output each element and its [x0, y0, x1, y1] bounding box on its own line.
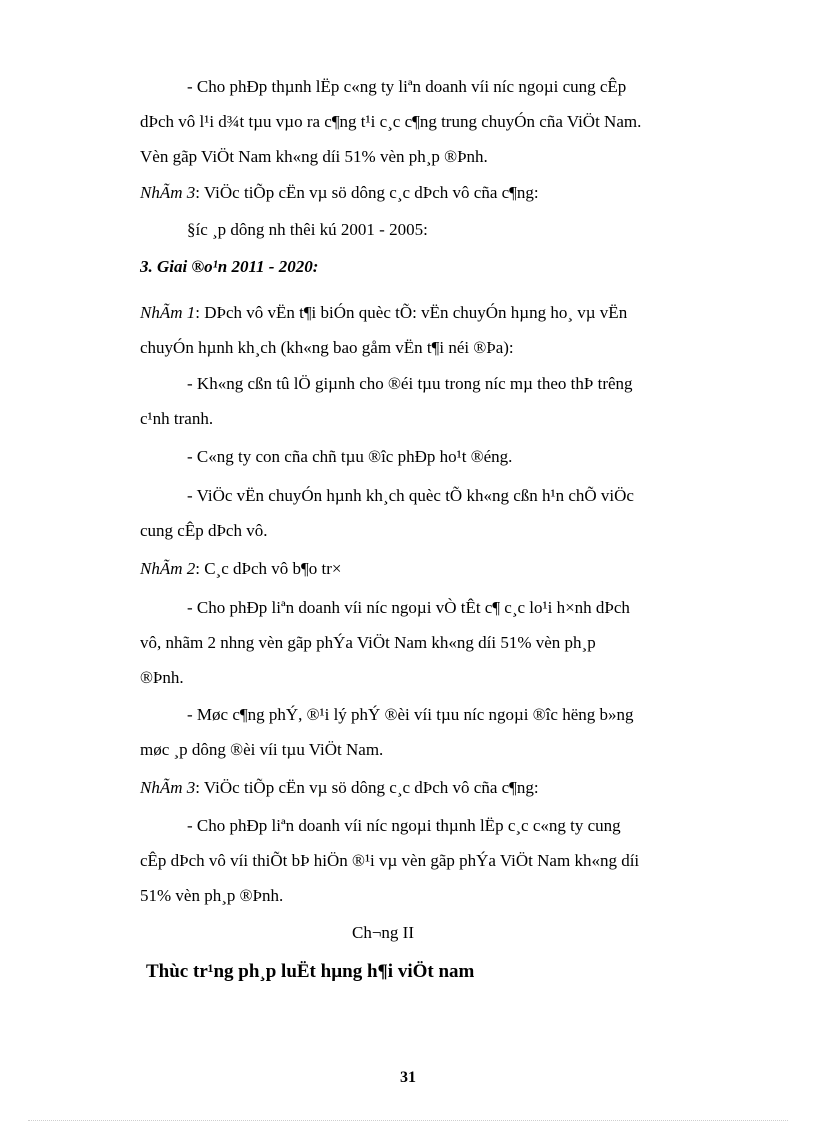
text-line: - ViÖc vËn chuyÓn hµnh kh¸ch quèc tÕ kh«ng cßn h¹n chÕ viÖc: [187, 486, 634, 505]
text-line: - C«ng ty con cña chñ tµu ®îc phÐp ho¹t ®éng.: [187, 447, 513, 466]
text-line: [140, 182, 539, 204]
text-line: - Cho phÐp liªn doanh víi níc ngoµi vÒ tÊt c¶ c¸c lo¹i h×nh dÞch: [187, 598, 630, 617]
group-label: NhÃm 1: [140, 303, 196, 322]
text-line: cung cÊp dÞch vô.: [140, 521, 268, 540]
group-text: : ViÖc tiÕp cËn vµ sö dông c¸c dÞch vô cña c¶ng:: [195, 778, 539, 797]
text-line: - Kh«ng cßn tû lÖ giµnh cho ®éi tµu trong níc mµ theo thÞ trêng: [187, 374, 633, 393]
text-line: - Møc c¶ng phÝ, ®¹i lý phÝ ®èi víi tµu níc ngoµi ®îc hëng b»ng: [187, 705, 634, 724]
text-line: - Cho phÐp thµnh lËp c«ng ty liªn doanh víi níc ngoµi cung cÊp: [187, 77, 627, 96]
chapter-label: Ch¬ng II: [352, 923, 414, 942]
text-line: [140, 302, 627, 324]
page-number: 31: [400, 1069, 416, 1086]
text-line: - Cho phÐp liªn doanh víi níc ngoµi thµnh lËp c¸c c«ng ty cung: [187, 816, 621, 835]
text-line: c¹nh tranh.: [140, 409, 214, 428]
text-line: dÞch vô l¹i d¾t tµu vµo ra c¶ng t¹i c¸c c¶ng trung chuyÓn cña ViÖt Nam.: [140, 112, 642, 131]
group-label: NhÃm 3: [140, 183, 196, 202]
text-line: [140, 558, 341, 580]
group-text: : DÞch vô vËn t¶i biÓn quèc tÕ: vËn chuyÓn hµng ho¸ vµ vËn: [195, 303, 628, 322]
text-line: [140, 777, 539, 799]
group-text: : ViÖc tiÕp cËn vµ sö dông c¸c dÞch vô cña c¶ng:: [195, 183, 539, 202]
group-label: NhÃm 3: [140, 778, 196, 797]
text-line: Vèn gãp ViÖt Nam kh«ng díi 51% vèn ph¸p ®Þnh.: [140, 147, 488, 166]
text-line: møc ¸p dông ®èi víi tµu ViÖt Nam.: [140, 740, 384, 759]
text-line: chuyÓn hµnh kh¸ch (kh«ng bao gåm vËn t¶i néi ®Þa):: [140, 338, 514, 357]
group-label: NhÃm 2: [140, 559, 196, 578]
text-line: 51% vèn ph¸p ®Þnh.: [140, 886, 284, 905]
chapter-title: Thùc tr¹ng ph¸p luËt hµng h¶i viÖt nam: [146, 961, 475, 982]
footer-divider: [28, 1120, 788, 1121]
text-line: §íc ¸p dông nh thêi kú 2001 - 2005:: [187, 220, 428, 239]
group-text: : C¸c dÞch vô b¶o tr×: [195, 559, 342, 578]
text-line: ®Þnh.: [140, 668, 184, 687]
text-line: cÊp dÞch vô víi thiÕt bÞ hiÖn ®¹i vµ vèn gãp phÝa ViÖt Nam kh«ng díi: [140, 851, 640, 870]
section-heading: 3. Giai ®o¹n 2011 - 2020:: [140, 257, 319, 276]
text-line: vô, nhãm 2 nhng vèn gãp phÝa ViÖt Nam kh«ng díi 51% vèn ph¸p: [140, 633, 596, 652]
